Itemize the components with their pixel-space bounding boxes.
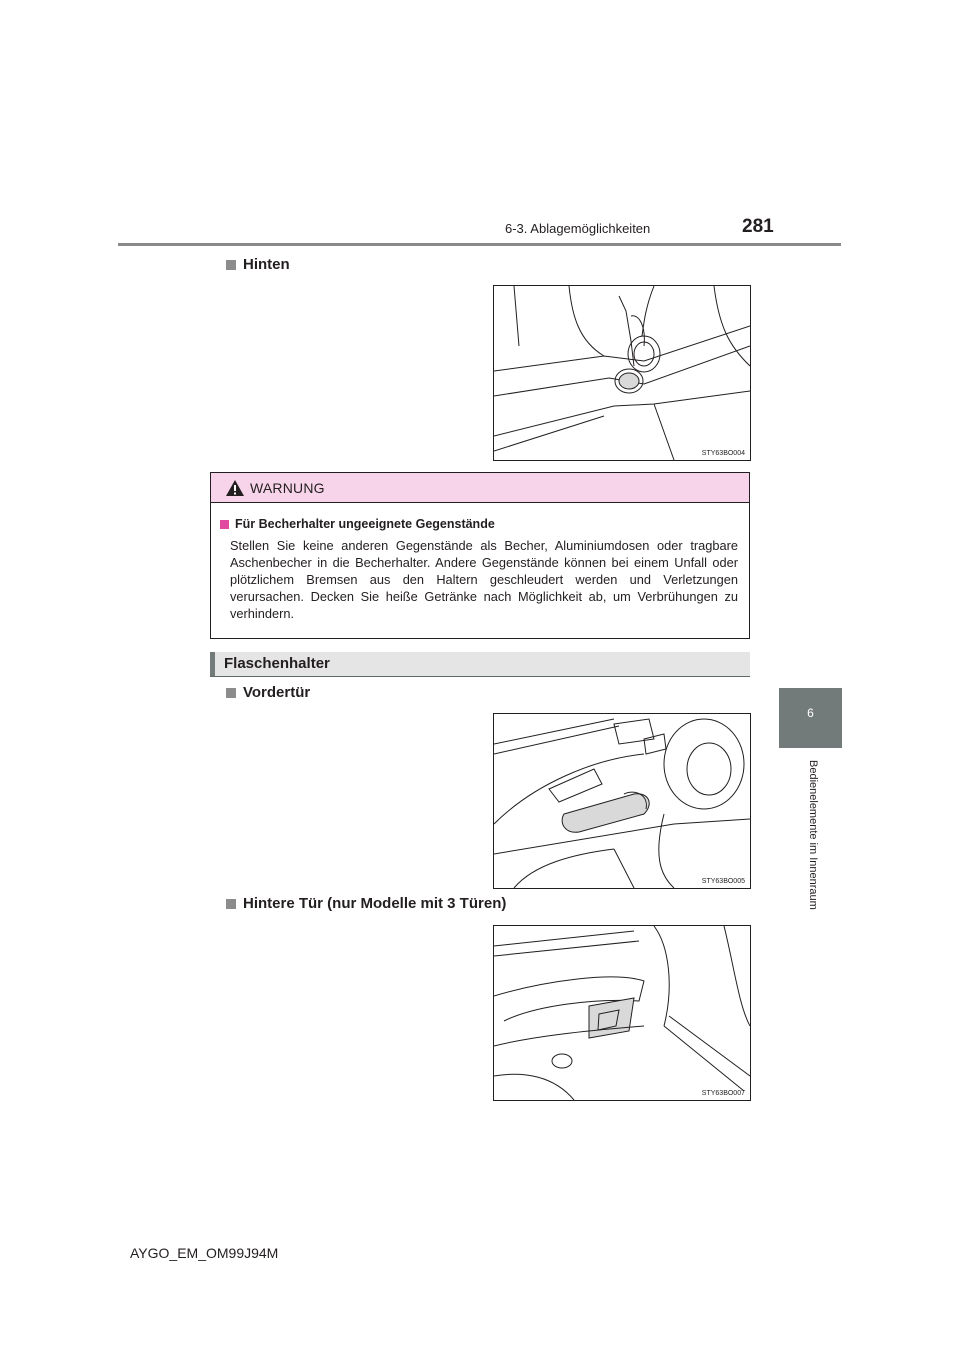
front-door-illustration bbox=[494, 714, 750, 888]
heading-rear-door-text: Hintere Tür (nur Modelle mit 3 Türen) bbox=[243, 895, 507, 912]
heading-rear-text: Hinten bbox=[243, 256, 290, 273]
section-accent bbox=[210, 652, 215, 676]
warning-subtitle bbox=[220, 516, 738, 533]
figure-code: STY63BO005 bbox=[701, 878, 745, 885]
warning-body bbox=[211, 503, 749, 622]
heading-rear-door bbox=[226, 895, 506, 912]
pink-square-bullet-icon bbox=[220, 520, 229, 529]
chapter-label: Bedienelemente im Innenraum bbox=[807, 760, 819, 910]
rear-cup-holder-illustration bbox=[494, 286, 750, 460]
page-number: 281 bbox=[742, 216, 774, 237]
figure-rear-door-bottle-holder bbox=[493, 925, 751, 1101]
warning-box bbox=[210, 472, 750, 639]
header-rule bbox=[118, 243, 841, 246]
header-section-title: 6-3. Ablagemöglichkeiten bbox=[505, 221, 651, 236]
heading-rear bbox=[226, 256, 290, 273]
section-bar bbox=[210, 652, 750, 677]
warning-header bbox=[211, 473, 749, 503]
chapter-number: 6 bbox=[807, 706, 814, 720]
warning-text: Stellen Sie keine anderen Gegenstände als Becher, Aluminiumdosen oder tragbare Aschenbecher in die Becherhalter. Andere Gegenstände können bei einem Unfall oder plötzlichem Bremsen aus den Haltern geschleudert werden und Verletzungen verursachen. Decken Sie heiße Getränke nach Möglichkeit ab, um Verbrühungen zu verhindern. bbox=[230, 538, 738, 621]
heading-front-door bbox=[226, 684, 310, 701]
footer-document-code: AYGO_EM_OM99J94M bbox=[130, 1245, 279, 1261]
warning-triangle-icon bbox=[226, 480, 244, 496]
figure-rear-cup-holder bbox=[493, 285, 751, 461]
warning-subtitle-text: Für Becherhalter ungeeignete Gegenstände bbox=[235, 517, 495, 531]
figure-code: STY63BO004 bbox=[701, 450, 745, 457]
square-bullet-icon bbox=[226, 899, 236, 909]
rear-door-illustration bbox=[494, 926, 750, 1100]
figure-code: STY63BO007 bbox=[701, 1090, 745, 1097]
figure-front-door-bottle-holder bbox=[493, 713, 751, 889]
square-bullet-icon bbox=[226, 260, 236, 270]
square-bullet-icon bbox=[226, 688, 236, 698]
warning-title: WARNUNG bbox=[250, 479, 325, 496]
section-title: Flaschenhalter bbox=[224, 655, 330, 672]
heading-front-door-text: Vordertür bbox=[243, 684, 311, 701]
